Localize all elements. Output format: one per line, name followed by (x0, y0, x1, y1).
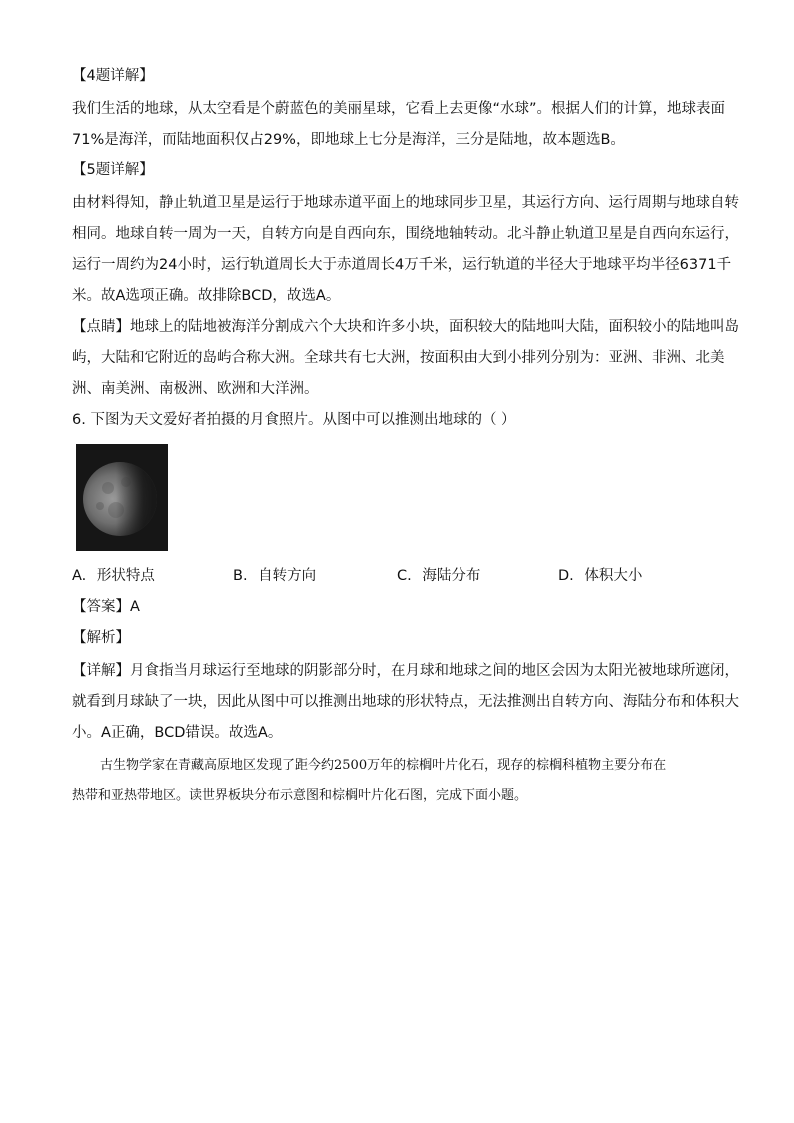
option-a-label: A. (72, 568, 87, 584)
question6-stem: 6. 下图为天文爱好者拍摄的月食照片。从图中可以推测出地球的（ ） (72, 412, 516, 428)
option-a (72, 566, 155, 586)
option-b-label: B. (233, 568, 248, 584)
section4-heading: 【4题详解】 (72, 68, 154, 84)
option-b-text: 自转方向 (258, 568, 317, 584)
lunar-eclipse-photo (76, 444, 168, 551)
section4-line-1: 我们生活的地球，从太空看是个蔚蓝色的美丽星球，它看上去更像“水球”。根据人们的计算，地球表面 (72, 101, 726, 117)
section5-line-3: 运行一周约为24小时，运行轨道周长大于赤道周长4万千米，运行轨道的半径大于地球平均半径6371千 (72, 257, 732, 273)
detail-line-2: 就看到月球缺了一块，因此从图中可以推测出地球的形状特点，无法推测出自转方向、海陆分布和体积大 (72, 694, 739, 710)
material-line-1: 古生物学家在青藏高原地区发现了距今约2500万年的棕榈叶片化石，现存的棕榈科植物主要分布在 (100, 758, 667, 773)
section5-line-2: 相同。地球自转一周为一天，自转方向是自西向东，围绕地轴转动。北斗静止轨道卫星是自西向东运行， (72, 226, 739, 242)
option-d-label: D. (558, 568, 574, 584)
dianjing-line-1: 【点睛】地球上的陆地被海洋分割成六个大块和许多小块，面积较大的陆地叫大陆，面积较小的陆地叫岛 (72, 319, 739, 335)
section4-line-2: 71%是海洋，而陆地面积仅占29%，即地球上七分是海洋，三分是陆地，故本题选B。 (72, 132, 625, 148)
section5-line-4: 米。故A选项正确。故排除BCD，故选A。 (72, 288, 341, 304)
option-d-text: 体积大小 (584, 568, 643, 584)
option-c-label: C. (397, 568, 412, 584)
option-a-text: 形状特点 (96, 568, 155, 584)
option-d (558, 566, 642, 586)
option-b (233, 566, 316, 586)
option-c (397, 566, 480, 586)
section5-line-1: 由材料得知，静止轨道卫星是运行于地球赤道平面上的地球同步卫星，其运行方向、运行周期与地球自转 (72, 195, 739, 211)
dianjing-line-3: 洲、南美洲、南极洲、欧洲和大洋洲。 (72, 381, 319, 397)
detail-line-1: 【详解】月食指当月球运行至地球的阴影部分时，在月球和地球之间的地区会因为太阳光被地球所遮闭， (72, 663, 739, 679)
dianjing-line-2: 屿，大陆和它附近的岛屿合称大洲。全球共有七大洲，按面积由大到小排列分别为：亚洲、非洲、北美 (72, 350, 725, 366)
material-line-2: 热带和亚热带地区。读世界板块分布示意图和棕榈叶片化石图，完成下面小题。 (72, 788, 528, 803)
answer-line: 【答案】A (72, 599, 140, 615)
analysis-heading: 【解析】 (72, 630, 130, 646)
detail-line-3: 小。A正确，BCD错误。故选A。 (72, 725, 283, 741)
option-c-text: 海陆分布 (422, 568, 481, 584)
section5-heading: 【5题详解】 (72, 162, 154, 178)
